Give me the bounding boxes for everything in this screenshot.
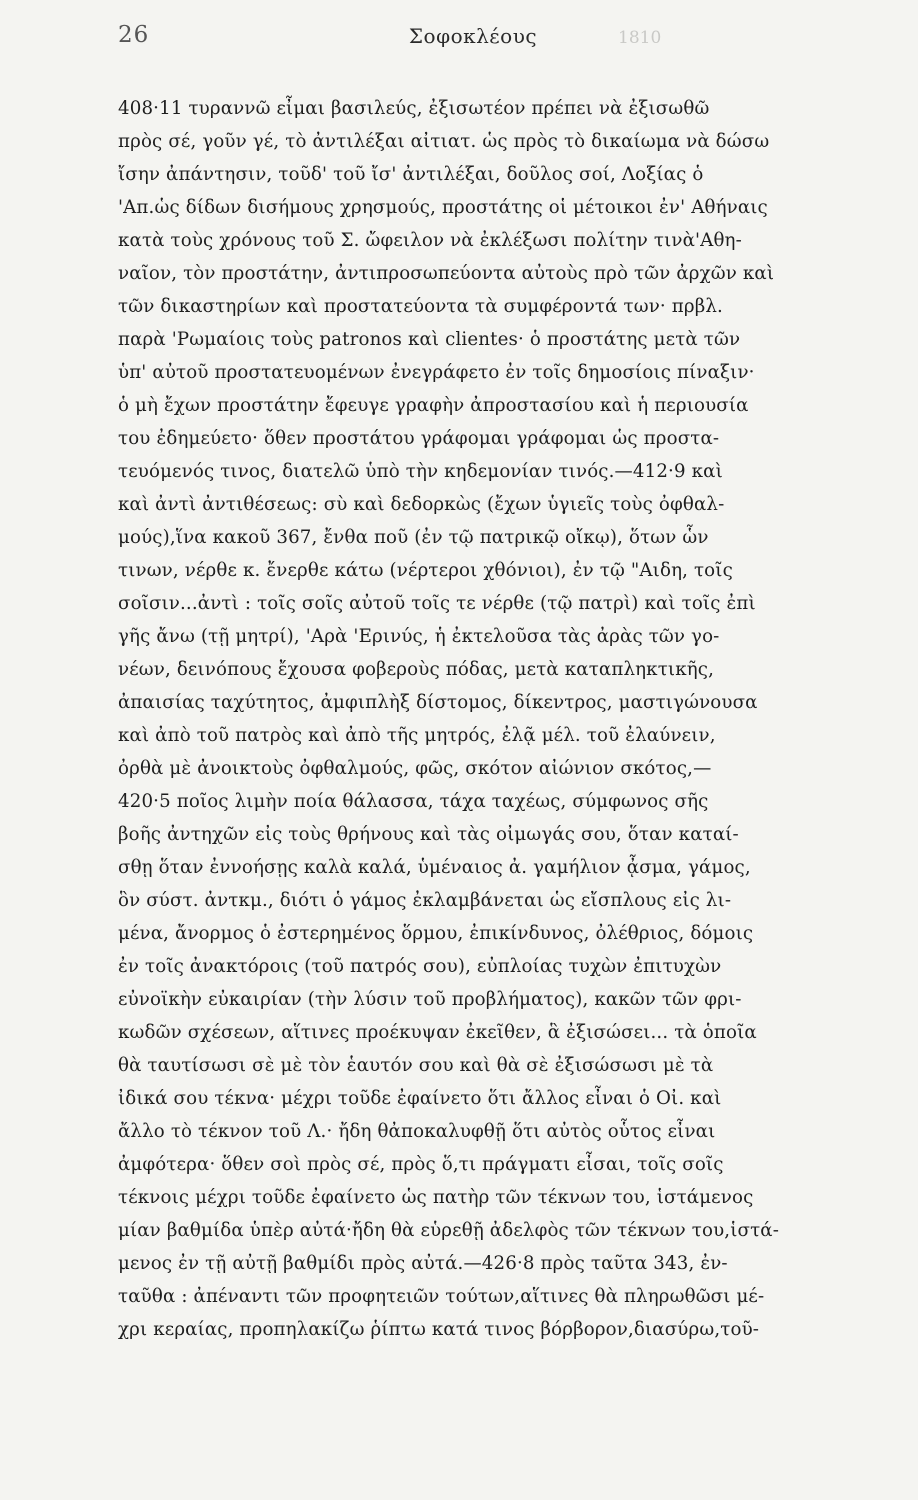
text-line: μενος ἐν τῇ αὐτῇ βαθμίδι πρὸς αὐτά.—426·8 πρὸς ταῦτα 343, ἐν- [118, 1253, 728, 1274]
text-line: καὶ ἀντὶ ἀντιθέσεως: σὺ καὶ δεδορκὼς (ἔχων ὑγιεῖς τοὺς ὀφθαλ- [118, 494, 725, 515]
text-line: μίαν βαθμίδα ὑπὲρ αὐτά·ἤδη θὰ εὑρεθῇ ἀδελφὸς τῶν τέκνων του,ἱστά- [118, 1220, 780, 1241]
text-line: παρὰ 'Ρωμαίοις τοὺς patronos καὶ clientes· ὁ προστάτης μετὰ τῶν [118, 329, 741, 350]
text-line: ὑπ' αὐτοῦ προστατευομένων ἐνεγράφετο ἐν τοῖς δημοσίοις πίναξιν· [118, 362, 755, 383]
text-line: ἀπαισίας ταχύτητος, ἀμφιπλὴξ δίστομος, δίκεντρος, μαστιγώνουσα [118, 692, 758, 713]
text-line: γῆς ἄνω (τῇ μητρί), 'Αρὰ 'Ερινύς, ἡ ἐκτελοῦσα τὰς ἀρὰς τῶν γο- [118, 626, 720, 647]
page-header [118, 22, 828, 56]
text-line: ταῦθα : ἀπέναντι τῶν προφητειῶν τούτων,αἵτινες θὰ πληρωθῶσι μέ- [118, 1286, 765, 1307]
text-line: ἴσην ἀπάντησιν, τοῦδ' τοῦ ἴσ' ἀντιλέξαι, δοῦλος σοί, Λοξίας ὁ [118, 164, 704, 185]
text-line: ὁ μὴ ἔχων προστάτην ἔφευγε γραφὴν ἀπροστασίου καὶ ἡ περιουσία [118, 395, 749, 416]
text-line: βοῆς ἀντηχῶν εἰς τοὺς θρήνους καὶ τὰς οἰμωγάς σου, ὅταν καταί- [118, 824, 739, 845]
text-line: καὶ ἀπὸ τοῦ πατρὸς καὶ ἀπὸ τῆς μητρός, ἐλᾷ μέλ. τοῦ ἐλαύνειν, [118, 725, 716, 746]
text-line: τευόμενός τινος, διατελῶ ὑπὸ τὴν κηδεμονίαν τινός.—412·9 καὶ [118, 461, 723, 482]
text-line: 408·11 τυραννῶ εἶμαι βασιλεύς, ἐξισωτέον πρέπει νὰ ἐξισωθῶ [118, 98, 710, 119]
show-through-text: 1810 [618, 28, 662, 48]
text-line: τῶν δικαστηρίων καὶ προστατεύοντα τὰ συμφέροντά των· πρβλ. [118, 296, 723, 317]
text-line: ἄλλο τὸ τέκνον τοῦ Λ.· ἤδη θἀποκαλυφθῇ ὅτι αὐτὸς οὗτος εἶναι [118, 1121, 716, 1142]
text-line: ἐν τοῖς ἀνακτόροις (τοῦ πατρός σου), εὐπλοίας τυχὼν ἐπιτυχὼν [118, 956, 722, 977]
text-line: θὰ ταυτίσωσι σὲ μὲ τὸν ἑαυτόν σου καὶ θὰ σὲ ἐξισώσωσι μὲ τὰ [118, 1055, 714, 1076]
text-line: ὀρθὰ μὲ ἀνοικτοὺς ὀφθαλμούς, φῶς, σκότον αἰώνιον σκότος,— [118, 758, 712, 779]
text-line: κατὰ τοὺς χρόνους τοῦ Σ. ὤφειλον νὰ ἐκλέξωσι πολίτην τινὰ'Αθη- [118, 230, 742, 251]
text-line: εὐνοϊκὴν εὐκαιρίαν (τὴν λύσιν τοῦ προβλήματος), κακῶν τῶν φρι- [118, 989, 742, 1010]
text-line: μένα, ἄνορμος ὁ ἐστερημένος ὅρμου, ἐπικίνδυνος, ὀλέθριος, δόμοις [118, 923, 754, 944]
text-line: χρι κεραίας, προπηλακίζω ῥίπτω κατά τινος βόρβορον,διασύρω,τοῦ- [118, 1319, 760, 1340]
text-line: ἀμφότερα· ὅθεν σοὶ πρὸς σέ, πρὸς ὅ,τι πράγματι εἶσαι, τοῖς σοῖς [118, 1154, 724, 1175]
running-head: Σοφοκλέους [408, 24, 538, 48]
page-number: 26 [118, 22, 150, 48]
text-line: κωδῶν σχέσεων, αἵτινες προέκυψαν ἐκεῖθεν, ἃ ἐξισώσει... τὰ ὁποῖα [118, 1022, 757, 1043]
text-line: ναῖον, τὸν προστάτην, ἀντιπροσωπεύοντα αὐτοὺς πρὸ τῶν ἀρχῶν καὶ [118, 263, 775, 284]
text-line: τέκνοις μέχρι τοῦδε ἐφαίνετο ὡς πατὴρ τῶν τέκνων του, ἱστάμενος [118, 1187, 754, 1208]
text-line: πρὸς σέ, γοῦν γέ, τὸ ἀντιλέξαι αἰτιατ. ὡς πρὸς τὸ δικαίωμα νὰ δώσω [118, 131, 770, 152]
text-line: ὃν σύστ. ἀντκμ., διότι ὁ γάμος ἐκλαμβάνεται ὡς εἴσπλους εἰς λι- [118, 890, 732, 911]
text-line: 'Απ.ὡς δίδων δισήμους χρησμούς, προστάτης οἱ μέτοικοι ἐν' Αθήναις [118, 197, 768, 218]
text-line: νέων, δεινόπους ἔχουσα φοβεροὺς πόδας, μετὰ καταπληκτικῆς, [118, 659, 715, 680]
text-line: σοῖσιν...ἀντὶ : τοῖς σοῖς αὐτοῦ τοῖς τε νέρθε (τῷ πατρὶ) καὶ τοῖς ἐπὶ [118, 593, 756, 614]
text-line: μούς),ἵνα κακοῦ 367, ἔνθα ποῦ (ἐν τῷ πατρικῷ οἴκῳ), ὅτων ὧν [118, 527, 709, 548]
text-line: του ἐδημεύετο· ὅθεν προστάτου γράφομαι γράφομαι ὡς προστα- [118, 428, 720, 449]
text-line: τινων, νέρθε κ. ἔνερθε κάτω (νέρτεροι χθόνιοι), ἐν τῷ "Αιδη, τοῖς [118, 560, 733, 581]
commentary-text [118, 92, 823, 1346]
text-line: 420·5 ποῖος λιμὴν ποία θάλασσα, τάχα ταχέως, σύμφωνος σῆς [118, 791, 709, 812]
text-line: σθῃ ὅταν ἐννοήσῃς καλὰ καλά, ὑμέναιος ἀ. γαμήλιον ᾆσμα, γάμος, [118, 857, 751, 878]
text-line: ἰδικά σου τέκνα· μέχρι τοῦδε ἐφαίνετο ὅτι ἄλλος εἶναι ὁ Οἰ. καὶ [118, 1088, 722, 1109]
